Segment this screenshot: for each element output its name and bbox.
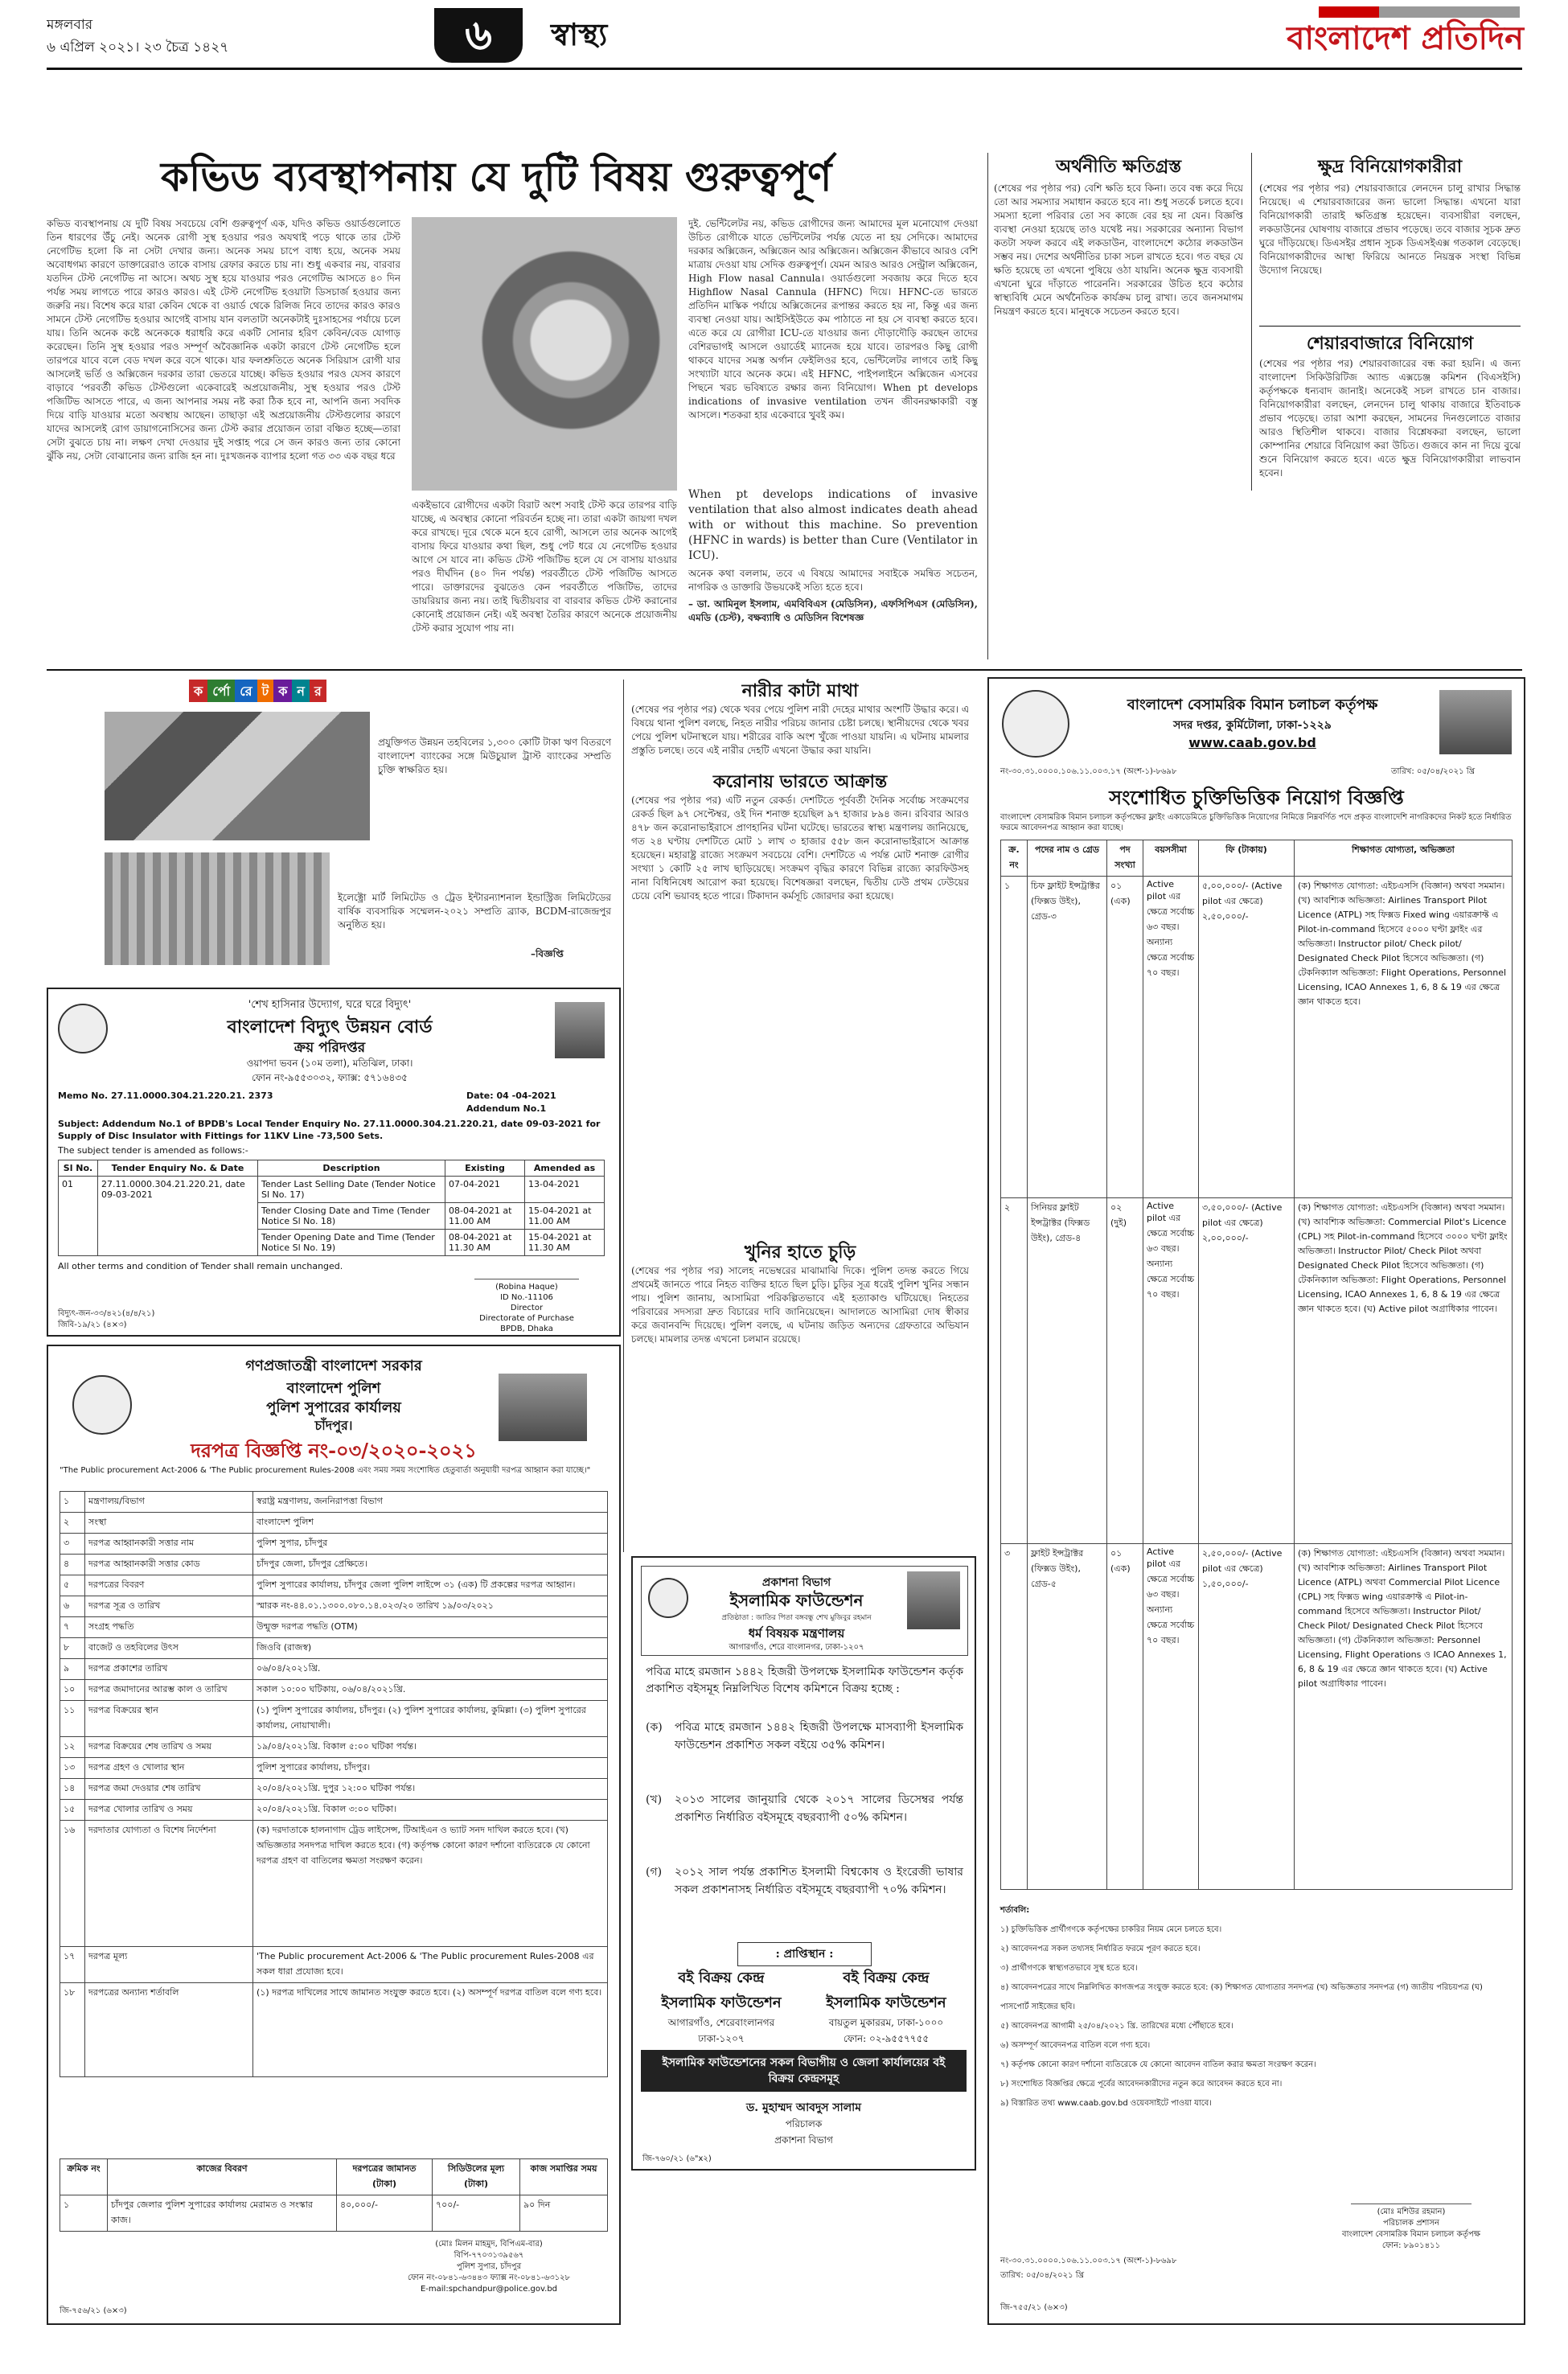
if-banner: ইসলামিক ফাউন্ডেশনের সকল বিভাগীয় ও জেলা কার্যালয়ের বই বিক্রয় কেন্দ্রসমূহ [641,2050,967,2092]
police-row-value: পুলিশ সুপারের কার্যালয়, চাঁদপুর জেলা পুলিশ লাইন্সে ৩১ (এক) টি প্রকল্পের দরপত্র আহ্বান। [253,1575,608,1596]
caab-date: তারিখ: ০৫/০৪/২০২১ খ্রি [1391,767,1476,776]
oxygen-cylinder-photo [412,217,677,491]
table-row [60,1758,608,1779]
caab-r2-qual: (ক) শিক্ষাগত যোগ্যতা: এইচএসসি (বিজ্ঞান) অথবা সমমান। (খ) আবশ্যিক অভিজ্ঞতা: Commercial Pilot's Licence (CPL) সহ Pilot-in-command হিসেবে ৩০০০ ঘণ্টা ফ্লাইং অভিজ্ঞতা। Instructor Pilot/ Check Pilot অথবা Designated Check Pilot হিসেবে অভিজ্ঞতা। (গ) টেকনিক্যাল অভিজ্ঞতা: Flight Operations, Personnel Licensing, ICAO Annexes 1, 6, 8 & 19 এর ক্ষেত্রে জ্ঞান থাকতে হবে। (ঘ) Active pilot অগ্রাধিকার পাবেন। [1295,1198,1513,1544]
police-row-label: দরপত্র আহ্বানকারী সত্তার কোড [85,1555,253,1575]
police-row-sl: ৪ [60,1555,85,1575]
police-row-value: (১) দরপত্র দাখিলের সাথে জামানত সংযুক্ত করতে হবে। (২) অসম্পূর্ণ দরপত্র বাতিল বলে গণ্য হবে। [253,1983,608,2077]
page-number: ৬ [465,11,492,60]
caab-footer: জি-৭৫৫/২১ (৬×৩) [1000,2303,1068,2312]
if-c2-org: ইসলামিক ফাউন্ডেশন [826,1994,946,2011]
if-address: আগারগাঁও, শেরে বাংলানগর, ঢাকা-১২০৭ [729,1643,864,1652]
corp-letter-6: ন [292,680,310,702]
table-row [60,1492,608,1513]
police-row-value: পুলিশ সুপারের কার্যালয়, চাঁদপুর। [253,1758,608,1779]
arthaniti-body: (শেষের পর পৃষ্ঠার পর) বেশি ক্ষতি হবে কিনা। তবে বন্ধ করে দিয়ে তো আর সমস্যার সমাধান করতে হবে না। শুধু সতর্কে চলতে হবে। সমস্যা হলো পরিবার তো সব কাজে বের হয় না যেন। বিজ্ঞপ্তি ব্যবস্থা নেওয়া হয়েছে তাও যথেষ্ট নয়। সরকারের অন্যান্য বিভাগ কতটা সফল করবে এই লকডাউন, বাংলাদেশে কঠোর লকডাউন সম্ভব নয়। দেশের অর্থনীতির চাকা সচল রাখতে হবে। গত বছর যে ক্ষতি হয়েছে তা এখনো পুষিয়ে ওঠা যায়নি। অনেক ক্ষুদ্র ব্যবসায়ী এখনো ঘুরে দাঁড়াতে পারেননি। সরকারের উচিত হবে কঠোর স্বাস্থ্যবিধি মেনে অর্থনৈতিক কার্যক্রম চালু রাখা। তবে জনসমাগম নিয়ন্ত্রণ করতে হবে। মানুষকে সচেতন করতে হবে। [994,183,1243,317]
police-row-value: ০৬/০৪/২০২১খ্রি. [253,1659,608,1680]
table-row [60,1575,608,1596]
main-article-col3-body: দুই. ভেন্টিলেটর নয়, কভিড রোগীদের জন্য আমাদের মূল মনোযোগ দেওয়া উচিত রোগীকে যাতে ভেন্টিলেটর পর্যন্ত যেতে না হয় সেদিকে। আমাদের দরকার অক্সিজেন, অক্সিজেন আর অক্সিজেন। অক্সিজেন কীভাবে আরও বেশি মাত্রায় দেওয়া যায় সেদিক গুরুত্বপূর্ণ। যেমন আরও আরও সেন্ট্রাল অক্সিজেন, High Flow nasal Cannula। ওয়ার্ডগুলো সবজায় করে দিতে হবে Highflow Nasal Cannula (HFNC) দিয়ে। HFNC-তে ভারতে প্রতিদিন মাস্কিক পর্যায়ে অক্সিজেনের রূপান্তর করতে হয় না, কিন্তু এর জন্য ব্যবস্থা নেওয়া যায়। আইসিইউতে কম পাঠাতে না হয় সে ব্যবস্থা করতে হবে। এতে করে যে রোগীরা ICU-তে যাওয়ার জন্য দৌড়াদৌড়ি করছেন তাদের বেশিরভাগই আসলে ওয়ার্ডেই ম্যানেজ হয়ে যাবে। তারপরও কিছু রোগী থাকবে যাদের সমস্ত অর্গান ফেইলিওর হবে, ভেন্টিলেটর লাগবে তাই কিছু সংখ্যাটা যাবে অনেক কমে। এই HFNC, পাইপলাইনে অক্সিজেন এসবের পিছনে খরচ ভবিষ্যতে রক্ষার জন্য বিনিয়োগ। When pt develops indications of invasive ventilation তখন জীবনরক্ষাকারী বস্তু আসলে। শতকরা হার একেবারে খুবই কম। [688,218,978,421]
police-row-value: জিওবি (রাজস্ব) [253,1638,608,1659]
caab-th-post: পদের নাম ও গ্রেড [1028,840,1107,877]
if-item-b [646,1791,963,1826]
caab-logo [1002,690,1069,758]
police-row-sl: ১৪ [60,1779,85,1800]
bpdb-row3-desc: Tender Opening Date and Time (Tender Notice Sl No. 19) [258,1230,445,1256]
police-row-sl: ১৮ [60,1983,85,2077]
caab-mujib-portrait [1439,690,1512,754]
police-sum-cell-5: ৯০ দিন [520,2195,608,2232]
caab-post-table [1000,840,1513,1890]
caab-condition-4: ৪) আবেদনপত্রের সাথে নিম্নলিখিত কাগজপত্র সংযুক্ত করতে হবে: (ক) শিক্ষাগত যোগ্যতার সনদপত্র (খ) অভিজ্ঞতার সনদপত্র (গ) জাতীয় পরিচয়পত্র (ঘ) পাসপোর্ট সাইজের ছবি। [1000,1983,1483,2011]
police-row-label: দরপত্রের বিবরণ [85,1575,253,1596]
if-c1-title: বই বিক্রয় কেন্দ্র [678,1969,765,1986]
police-sign-phone: ফোন নং-০৮৪১-৬৩৪৪৩ ফ্যাক্স নং-০৮৪১-৬৩১২৮ [407,2273,571,2282]
police-row-label: দরদাতার যোগ্যতা ও বিশেষ নির্দেশনা [85,1821,253,1947]
corona-body: (শেষের পর পৃষ্ঠার পর) এটি নতুন রেকর্ড। দেশটিতে পূর্ববর্তী দৈনিক সর্বোচ্চ সংক্রমণের রেকর্ড ছিল ৯৭ সেপ্টেম্বর, ওই দিন শনাক্ত হয়েছিল ৯৭ হাজার ৮৯৪ জন। রবিবার আরও ৪৭৮ জন করোনাভাইরাসে প্রাণহানির ঘটনা ঘটেছে। ভারতের স্বাস্থ্য মন্ত্রণালয় জানিয়েছে, গত ২৪ ঘণ্টায় দেশটিতে মোট ১ লাখ ৩ হাজার ৫৫৮ জন করোনাভাইরাসে আক্রান্ত হয়েছেন। মহারাষ্ট্র রাজ্যে সংক্রমণ সবচেয়ে বেশি। দেশটিতে এ পর্যন্ত মোট শনাক্ত রোগীর সংখ্যা ১ কোটি ২৫ লাখ ছাড়িয়েছে। সংক্রমণ বৃদ্ধির কারণে বিভিন্ন রাজ্যে কারফিউসহ নানা বিধিনিষেধ আরোপ করা হয়েছে। বিশেষজ্ঞরা বলছেন, দ্বিতীয় ঢেউ প্রথম ঢেউয়ের চেয়ে বেশি ভয়াবহ হতে পারে। টিকাদান কর্মসূচি জোরদার করা হয়েছে। [631,795,969,902]
bpdb-memo: Memo No. 27.11.0000.304.21.220.21. 2373 [58,1090,273,1101]
table-row [60,2195,608,2232]
police-signature [370,2239,608,2295]
bpdb-subject: Subject: Addendum No.1 of BPDB's Local Tender Enquiry No. 27.11.0000.304.21.220.21, date 09-03-2021 for Supply of Disc Insulator with Fittings for 11KV Line -73,500 Sets. [58,1119,601,1141]
table-row [60,1534,608,1555]
table-row [60,1821,608,1947]
caab-th-qual: শিক্ষাগত যোগ্যতা, অভিজ্ঞতা [1295,840,1513,877]
khuni-title: খুনির হাতে চুড়ি [744,1242,856,1263]
police-title: দরপত্র বিজ্ঞপ্তি নং-০৩/২০২০-২০২১ [191,1439,477,1462]
signature-scribble [1351,2191,1472,2204]
police-sum-cell-2: চাঁদপুর জেলার পুলিশ সুপারের কার্যালয় মেরামত ও সংস্কার কাজ। [108,2195,337,2232]
police-row-value: চাঁদপুর জেলা, চাঁদপুর প্রেক্ষিতে। [253,1555,608,1575]
caab-th-age: বয়সসীমা [1143,840,1199,877]
page-number-badge [434,8,523,63]
caab-r3-count: ০১ (এক) [1107,1544,1143,1890]
main-article-col3 [688,217,978,663]
table-row [60,1513,608,1534]
khuni-body: (শেষের পর পৃষ্ঠার পর) সালেহ নভেম্বরের মাঝামাঝি দিকে। পুলিশ তদন্ত করতে গিয়ে প্রথমেই জানতে পারে নিহত ব্যক্তির হাতে ছিল চুড়ি। চুড়ির সূত্র ধরেই পুলিশ খুনির সন্ধান পায়। পুলিশ জানায়, আসামিরা পরিকল্পিতভাবে এই হত্যাকাণ্ড ঘটিয়েছে। নিহতের পরিবারের সদস্যরা দ্রুত বিচারের দাবি জানিয়েছেন। আদালতে আসামিরা দোষ স্বীকার করে জবানবন্দি দিয়েছে। পুলিশ বলছে, এ ঘটনায় জড়িত অন্যদের গ্রেফতারে অভিযান চলছে। মামলার তদন্ত এখনো চলমান রয়েছে। [631,1265,969,1345]
police-sign-id: বিপি-৭৭০৩১৩৯৫৬৭ [454,2251,524,2260]
if-signer-title: পরিচালক [785,2118,823,2130]
if-mujib-portrait [907,1571,960,1629]
if-signer [641,2098,967,2150]
bpdb-row1-existing: 07-04-2021 [445,1177,525,1203]
police-row-sl: ৫ [60,1575,85,1596]
bpdb-signer-id: ID No.-11106 [500,1293,553,1302]
bpdb-row2-desc: Tender Closing Date and Time (Tender Notice Sl No. 18) [258,1203,445,1230]
bpdb-amended-note: The subject tender is amended as follows:- [58,1145,248,1156]
table-row [60,1680,608,1701]
if-item-a [646,1719,963,1754]
police-office: পুলিশ সুপারের কার্যালয় [266,1399,401,1416]
if-footer: জি-৭৬০/২১ (৬"x২) [642,2154,712,2163]
police-summary-table [60,2158,608,2232]
corp-letter-4: ট [257,680,274,702]
if-item-b-label: (খ) [646,1793,663,1806]
divider-mid-left [623,680,624,1552]
caab-r2-post: সিনিয়র ফ্লাইট ইন্সট্রাক্টর (ফিক্সড উইং), গ্রেড-৪ [1028,1198,1107,1544]
if-item-c-text: ২০১২ সাল পর্যন্ত প্রকাশিত ইসলামী বিশ্বকোষ ও ইংরেজী ভাষার সকল প্রকাশনাসহ নির্ধারিত বইসমূহে বছরব্যাপী ৭০% কমিশন। [675,1866,963,1896]
bpdb-th-enquiry: Tender Enquiry No. & Date [98,1160,258,1177]
police-tender-table [60,1491,608,2077]
bpdb-row-sl: 01 [59,1177,98,1256]
police-row-label: দরপত্র বিক্রয়ের শেষ তারিখ ও সময় [85,1737,253,1758]
caab-condition-6: ৬) অসম্পূর্ণ আবেদনপত্র বাতিল বলে গণ্য হবে। [1000,2041,1151,2050]
police-row-value: (১) পুলিশ সুপারের কার্যালয়, চাঁদপুর। (২) পুলিশ সুপারের কার্যালয়, কুমিল্লা। (৩) পুলিশ সুপারের কার্যালয়, নোয়াখালী। [253,1701,608,1737]
if-item-c [646,1863,963,1899]
bpdb-phone: ফোন নং-৯৫৫৩০৩২, ফ্যাক্স: ৫৭১৬৪৩৫ [252,1072,408,1083]
police-sum-th-5: কাজ সমাপ্তির সময় [520,2159,608,2195]
if-intro: পবিত্র মাহে রমজান ১৪৪২ হিজরী উপলক্ষে ইসলামিক ফাউন্ডেশন কর্তৃক প্রকাশিত বইসমূহ নিম্নলিখিত বিশেষ কমিশনে বিক্রয় হচ্ছে : [646,1665,963,1695]
police-sum-th-3: দরপত্রের জামানত (টাকা) [337,2159,433,2195]
table-row [60,1638,608,1659]
corp-letter-7: র [310,680,326,702]
if-logo [648,1578,688,1618]
table-row [60,1800,608,1821]
police-row-value: বাংলাদেশ পুলিশ [253,1513,608,1534]
bpdb-title: বাংলাদেশ বিদ্যুৎ উন্নয়ন বোর্ড [227,1017,433,1037]
if-item-c-label: (গ) [646,1866,663,1879]
caab-conditions [1000,1901,1513,2113]
caab-condition-7: ৭) কর্তৃপক্ষ কোনো কারণ দর্শানো ব্যতিরেকে যে কোনো আবেদন বাতিল করার ক্ষমতা সংরক্ষণ করেন। [1000,2060,1316,2069]
police-row-sl: ১১ [60,1701,85,1737]
caab-r2-fee: ৩,৫০,০০০/- (Active pilot এর ক্ষেত্রে) ২,০০,০০০/- [1199,1198,1295,1544]
bpdb-row3-existing: 08-04-2021 at 11.30 AM [445,1230,525,1256]
table-row [60,1779,608,1800]
caab-conditions-title: শর্তাবলি: [1000,1906,1030,1915]
police-sum-th-2: কাজের বিবরণ [108,2159,337,2195]
brand-tagline-bar [1319,6,1520,18]
bpdb-signer-title: Director [510,1304,544,1312]
divider-right-column [987,153,988,659]
police-row-value: ২০/০৪/২০২১খ্রি. বিকাল ৩:০০ ঘটিকা। [253,1800,608,1821]
if-dept: প্রকাশনা বিভাগ [761,1576,831,1589]
police-row-value: 'The Public procurement Act-2006 & 'The Public procurement Rules-2008 এর সকল ধারা প্রযোজ্য হবে। [253,1947,608,1983]
police-intro: "The Public procurement Act-2006 & 'The Public procurement Rules-2008 এবং সময় সময় সংশোধিত হেতুবার্তা অনুযায়ী দরপত্র আহ্বান করা যাচ্ছে।" [60,1466,591,1475]
main-article-author: – ডা. আমিনুল ইসলাম, এমবিবিএস (মেডিসিন), এফসিপিএস (মেডিসিন), এমডি (চেস্ট), বক্ষব্যাধি ও মেডিসিন বিশেষজ্ঞ [688,598,978,623]
table-row [60,1737,608,1758]
police-place: চাঁদপুর। [314,1418,353,1433]
corp-letter-3: রে [235,680,257,702]
bpdb-signer-office: Directorate of Purchase [479,1314,574,1323]
rule-khudro [1259,326,1521,327]
caab-r3-fee: ২,৫০,০০০/- (Active pilot এর ক্ষেত্রে) ১,৫০,০০০/- [1199,1544,1295,1890]
bpdb-row3-amended: 15-04-2021 at 11.30 AM [525,1230,605,1256]
police-row-sl: ১ [60,1492,85,1513]
table-row [60,1983,608,2077]
caab-r1-count: ০১ (এক) [1107,877,1143,1198]
police-row-value: (ক) দরদাতাকে হালনাগাদ ট্রেড লাইসেন্স, টিআইএন ও ভ্যাট সনদ দাখিল করতে হবে। (খ) অভিজ্ঞতার সনদপত্র দাখিল করতে হবে। (গ) কর্তৃপক্ষ কোনো কারণ দর্শানো ব্যতিরেকে যে কোনো দরপত্র গ্রহণ বা বাতিলের ক্ষমতা সংরক্ষণ করেন। [253,1821,608,1947]
if-c1-addr: আগারগাঁও, শেরেবাংলানগর [667,2017,775,2028]
caab-address: সদর দপ্তর, কুর্মিটোলা, ঢাকা-১২২৯ [1173,719,1332,732]
caab-website[interactable]: www.caab.gov.bd [1188,735,1316,750]
if-founder: প্রতিষ্ঠাতা : জাতির পিতা বঙ্গবন্ধু শেখ মুজিবুর রহমান [721,1614,872,1622]
bpdb-th-sl: Sl No. [59,1160,98,1177]
table-row [1001,877,1513,1198]
caab-r3-age: Active pilot এর ক্ষেত্রে সর্বোচ্চ ৬৩ বছর। অন্যান্য ক্ষেত্রে সর্বোচ্চ ৭০ বছর। [1143,1544,1199,1890]
bpdb-row-enquiry: 27.11.0000.304.21.220.21, date 09-03-2021 [98,1177,258,1256]
caab-r1-age: Active pilot এর ক্ষেত্রে সর্বোচ্চ ৬৩ বছর। অন্যান্য ক্ষেত্রে সর্বোচ্চ ৭০ বছর। [1143,877,1199,1198]
police-row-label: দরপত্র বিক্রয়ের স্থান [85,1701,253,1737]
rule-under-articles [47,669,1522,671]
police-sum-th-1: ক্রমিক নং [60,2159,108,2195]
caab-title: বাংলাদেশ বেসামরিক বিমান চলাচল কর্তৃপক্ষ [1127,696,1378,713]
police-row-value: ২০/০৪/২০২১খ্রি. দুপুর ১২:০০ ঘটিকা পর্যন্ত। [253,1779,608,1800]
bpdb-address: ওয়াপদা ভবন (১০ম তলা), মতিঝিল, ঢাকা। [246,1058,413,1069]
if-c2-phone: ফোন: ০২-৯৫৫৭৭৫৫ [843,2033,930,2044]
bpdb-amendment-table [58,1160,605,1256]
police-row-label: দরপত্রের অন্যান্য শর্তাবলি [85,1983,253,2077]
bpdb-footer-1: বিদ্যুৎ-জন-৩৩/৪২১(৪/৪/২১) [58,1309,155,1318]
if-c2-title: বই বিক্রয় কেন্দ্র [843,1969,930,1986]
caab-sign-title: পরিচালক প্রশাসন [1383,2219,1439,2228]
police-row-sl: ১২ [60,1737,85,1758]
police-row-sl: ১০ [60,1680,85,1701]
police-gov: গণপ্রজাতন্ত্রী বাংলাদেশ সরকার [245,1357,422,1374]
police-sum-cell-4: ৭০০/- [433,2195,520,2232]
if-org: ইসলামিক ফাউন্ডেশন [729,1591,864,1610]
arthaniti-title: অর্থনীতি ক্ষতিগ্রস্ত [1055,156,1182,177]
police-row-label: দরপত্র গ্রহণ ও খোলার স্থান [85,1758,253,1779]
bpdb-row2-amended: 15-04-2021 at 11.00 AM [525,1203,605,1230]
police-row-value: পুলিশ সুপার, চাঁদপুর [253,1534,608,1555]
table-row [60,1596,608,1617]
police-row-sl: ২ [60,1513,85,1534]
if-item-a-label: (ক) [646,1721,663,1734]
bpdb-signer-name: (Robina Haque) [495,1283,558,1292]
main-article-col2: একইভাবে রোগীদের একটা বিরাট অংশ সবাই টেস্ট করে তারপর বাড়ি যাচ্ছে, এ অবস্থার কোনো পরিবর্তন হচ্ছে না। তারা একটা জায়গা দখল করে রাখছে। দূরে থেকে মনে হবে রোগী, আসলে তার অনেক আগেই বাসায় ফিরে যাওয়ার কথা ছিল, শুধু পেট ধরে যে নেগেটিভ হওয়ার আগে সে যাবে না। কভিড টেস্ট পজিটিভ হলে যে সে বাসায় যাওয়ার পরও দীর্ঘদিন (৪০ দিন পর্যন্ত) পরবর্তীতে টেস্ট পজিটিভ আসতে পারে। ডাক্তারদের বুঝতেও কেন পরবর্তীতে পজিটিভ, তাদের ডায়রিয়ার জন্য নয়। তাই দ্বিতীয়বার বা বারবার কভিড টেস্ট করানোর কোনোই প্রয়োজন নেই। এই অবস্থা তৈরির কারণে অনেকে প্রয়োজনীয় টেস্ট করার সুযোগ পায় না। [412,499,677,634]
islamic-foundation-notice [631,1556,976,2171]
table-row [60,1701,608,1737]
main-headline: কভিড ব্যবস্থাপনায় যে দুটি বিষয় গুরুত্বপূর্ণ [161,153,832,200]
if-signer-name: ড. মুহাম্মদ আবদুস সালাম [745,2101,862,2114]
corp-letter-1: ক [189,680,207,702]
divider-khudro [1251,153,1252,491]
caab-th-sl: ক্র. নং [1001,840,1028,877]
caab-th-count: পদ সংখ্যা [1107,840,1143,877]
table-row [1001,1198,1513,1544]
police-row-label: দরপত্র মূল্য [85,1947,253,1983]
police-row-value: স্বরাষ্ট্র মন্ত্রণালয়, জননিরাপত্তা বিভাগ [253,1492,608,1513]
nari-title: নারীর কাটা মাথা [741,680,859,701]
caab-memo: নং-৩০.৩১.০০০০.১০৬.১১.০০৩.১৭ (অংশ-১)-৮৬৯৮ [1000,767,1177,776]
khudro-title: ক্ষুদ্র বিনিয়োগকারীরা [1317,156,1463,177]
if-signer-dept: প্রকাশনা বিভাগ [774,2134,833,2146]
police-row-label: সংস্থা [85,1513,253,1534]
police-row-sl: ৩ [60,1534,85,1555]
police-row-sl: ১৫ [60,1800,85,1821]
caab-r3-post: ফ্লাইট ইন্সট্রাক্টর (ফিক্সড উইং), গ্রেড-৫ [1028,1544,1107,1890]
caab-condition-2: ২) আবেদনপত্র সকল তথ্যসহ নির্ধারিত ফরমে পূরণ করতে হবে। [1000,1945,1201,1953]
police-row-value: স্মারক নং-৪৪.০১.১৩০০.০৮০.১৪.০২৩/২০ তারিখ ১৯/০৩/২০২১ [253,1596,608,1617]
corporate-photo-1 [105,712,370,840]
caab-sign-phone: ফোন: ৮৯০১৪১১ [1381,2241,1441,2250]
police-sum-th-4: সিডিউলের মূল্য (টাকা) [433,2159,520,2195]
if-center-2 [806,1966,967,2048]
if-ministry: ধর্ম বিষয়ক মন্ত্রণালয় [748,1626,845,1641]
corporate-credit: –বিজ্ঞপ্তি [531,948,564,959]
police-row-label: দরপত্র খোলার তারিখ ও সময় [85,1800,253,1821]
police-sum-cell-1: ১ [60,2195,108,2232]
police-sum-cell-3: ৪০,০০০/- [337,2195,433,2232]
police-org: বাংলাদেশ পুলিশ [286,1380,381,1397]
corp-letter-5: ক [273,680,292,702]
caab-r2-sl: ২ [1001,1198,1028,1544]
bpdb-signature [450,1271,603,1334]
police-footer: জি-৭৫৬/২১ (৬×৩) [60,2306,127,2315]
bpdb-row1-desc: Tender Last Selling Date (Tender Notice Sl No. 17) [258,1177,445,1203]
share-body: (শেষের পর পৃষ্ঠার পর) শেয়ারবাজারের বন্ধ করা হয়নি। এ জন্য বাংলাদেশ সিকিউরিটিজ অ্যান্ড এক্সচেঞ্জ কমিশন (বিএসইসি) কর্তৃপক্ষকে ধন্যবাদ জানাই। অনেকেই সচল রাখতে চান বাজার। বিনিয়োগকারীরা বলছেন, লেনদেন চালু থাকায় বাজারে ইতিবাচক প্রভাব পড়েছে। তারা আশা করছেন, সামনের দিনগুলোতে বাজার আরও স্থিতিশীল থাকবে। বাজার বিশ্লেষকরা বলছেন, ভালো কোম্পানির শেয়ারে বিনিয়োগ করা উচিত। গুজবে কান না দিয়ে বুঝে শুনে বিনিয়োগ করতে হবে। এতে ক্ষুদ্র বিনিয়োগকারীরা লাভবান হবেন। [1259,358,1521,478]
if-item-b-text: ২০১৩ সালের জানুয়ারি থেকে ২০১৭ সালের ডিসেম্বর পর্যন্ত প্রকাশিত নির্ধারিত বইসমূহে বছরব্যাপী ৫০% কমিশন। [675,1793,963,1824]
police-row-sl: ৯ [60,1659,85,1680]
bpdb-addendum: Addendum No.1 [466,1103,547,1114]
caab-r1-post: চিফ ফ্লাইট ইন্সট্রাক্টর (ফিক্সড উইং), গ্রেড-৩ [1028,877,1107,1198]
table-row [60,1555,608,1575]
if-center-1 [641,1966,802,2048]
if-prapti: : প্রাপ্তিস্থান : [737,1942,872,1966]
caab-r1-fee: ৫,০০,০০০/- (Active pilot এর ক্ষেত্রে) ২,৫০,০০০/- [1199,877,1295,1198]
caab-condition-8: ৮) সংশোধিত বিজ্ঞপ্তির ক্ষেত্রে পূর্বের আবেদনকারীদের নতুন করে আবেদন করতে হবে না। [1000,2080,1283,2089]
caab-headline: সংশোধিত চুক্তিভিত্তিক নিয়োগ বিজ্ঞপ্তি [1109,786,1404,809]
caab-condition-1: ১) চুক্তিভিত্তিক প্রার্থীগণকে কর্তৃপক্ষের চাকরির নিয়ম মেনে চলতে হবে। [1000,1925,1222,1934]
main-article-col3-end: অনেক কথা বললাম, তবে এ বিষয়ে আমাদের সবাইকে সমন্বিত সচেতন, নাগরিক ও ডাক্তারি উভয়কেই সত্যি হতে হবে। [688,568,978,593]
bpdb-signer-org: BPDB, Dhaka [500,1325,553,1333]
bpdb-slogan: 'শেখ হাসিনার উদ্যোগ, ঘরে ঘরে বিদ্যুৎ' [248,999,412,1011]
bpdb-th-amended: Amended as [525,1160,605,1177]
main-article-col1: কভিড ব্যবস্থাপনায় যে দুটি বিষয় সবচেয়ে বেশি গুরুত্বপূর্ণ এক, যদিও কভিড ওয়ার্ডগুলোতে তিন ধারণের উঁচু নেই। অনেক রোগী সুস্থ হওয়ার পরও অযথাই পড়ে থাকে তার টেস্ট নেগেটিভ হলো কি না সেটা দেখার জন্য। অনেক সময় চাপে বাধ্য হয়ে, অনেক সময় অবোধগম্য কারণে ডাক্তারেরাও তাকে বাসায় রেফার করতে চায় না। শুধু একবার নয়, বারবার যতদিন টেস্ট নেগেটিভ না আসে। অথচ সুস্থ হয়ে যাওয়ার পরও নেগেটিভ আসতে ৪০ দিন পর্যন্ত সময় লাগতে পারে কারও কারও। এই টেস্ট নেগেটিভ হওয়াটা ডিসচার্জ হওয়ার জন্য জরুরি নয়। বিশেষ করে যারা কেবিন থেকে বা ওয়ার্ড থেকে রিলিজ নিবে তাদের কারও কারও সামনে টেস্ট নেগেটিভ হওয়ার আগেই বাসায় যান বলতাটা অনেকটাই দুঃসাহসের পর্যায়ে চলে যায়। তিনি অনেক কষ্টে অনেককে ধরাধরি করে একটি সোনার হরিণ কেবিন/বেড যোগাড় করেছেন। তিনি সুস্থ হওয়ার পরও সম্পূর্ণ অবৈজ্ঞানিক একটা কারণে টেস্ট নেগেটিভ হলে তারপরে যাবে বলে বেড দখল করে বসে থাকে। যার ফলশ্রুতিতে অনেক সিরিয়াস রোগী যার আসলেই ভর্তি ও অক্সিজেন দরকার তারা ভেতরে যাচ্ছে। কভিড হওয়ার পরও যেসব কারণে বাড়াবে ‘পরবর্তী কভিড টেস্টগুলো একেবারেই অপ্রয়োজনীয়, সুস্থ হওয়ার পরও টেস্ট পজিটিভ আসতে পারে, এ জন্য আপনার সময় নষ্ট করা ঠিক হবে না, আপনি জন্য সবদিক দিয়ে বাড়ি যাওয়ার মতো অবস্থায় আছেন। তাছাড়া এই অপ্রয়োজনীয় টেস্টগুলোর কারণে যাদের আসলেই রোগ ডায়াগনোসিসের জন্য টেস্ট করার প্রয়োজন তারা বঞ্চিত হচ্ছে—তারা সেটা বুঝতে চায় না। লক্ষণ দেখা দেওয়ার দুই সপ্তাহ পরে সে জন কারও জন্য তার কোনো ঝুঁকি নয়, সেটা বোঝানোর জন্য রাজি হন না। দুঃখজনক ব্যাপার হলো গত ৩৩ এক বছর ধরে [47,218,400,462]
bpdb-other-terms: All other terms and condition of Tender shall remain unchanged. [58,1261,343,1271]
if-c1-org: ইসলামিক ফাউন্ডেশন [661,1994,782,2011]
table-row [60,1659,608,1680]
if-c1-city: ঢাকা-১২০৭ [698,2033,745,2044]
bpdb-mujib-portrait [555,1002,605,1058]
caab-th-fee: ফি (টাকায়) [1199,840,1295,877]
caab-sign-org: বাংলাদেশ বেসামরিক বিমান চলাচল কর্তৃপক্ষ [1342,2230,1480,2239]
caab-sign-name: (মোঃ মশিউর রহমান) [1377,2208,1446,2216]
table-row [59,1177,605,1203]
table-row [1001,1544,1513,1890]
corp-letter-2: র্পো [207,680,235,702]
caab-condition-5: ৫) আবেদনপত্র আগামী ২৫/০৪/২০২১ খ্রি. তারিখের মধ্যে পৌঁছাতে হবে। [1000,2022,1233,2031]
section-title: স্বাস্থ্য [551,16,608,52]
corona-title: করোনায় ভারতে আক্রান্ত [712,771,888,792]
table-row [60,1947,608,1983]
bpdb-row1-amended: 13-04-2021 [525,1177,605,1203]
caab-r2-age: Active pilot এর ক্ষেত্রে সর্বোচ্চ ৬৩ বছর। অন্যান্য ক্ষেত্রে সর্বোচ্চ ৭০ বছর। [1143,1198,1199,1544]
masthead-day: মঙ্গলবার [47,17,93,33]
share-title: শেয়ারবাজারে বিনিয়োগ [1306,333,1474,354]
caab-condition-9: ৯) বিস্তারিত তথ্য www.caab.gov.bd ওয়েবসাইটে পাওয়া যাবে। [1000,2099,1212,2108]
table-row [60,1617,608,1638]
caab-footer-date: তারিখ: ০৫/০৪/২০২১ খ্রি [1000,2271,1085,2280]
police-row-label: দরপত্র জমাদানের আরম্ভ কাল ও তারিখ [85,1680,253,1701]
bpdb-subtitle: ক্রয় পরিদপ্তর [293,1040,366,1056]
police-row-sl: ৬ [60,1596,85,1617]
caab-intro: বাংলাদেশ বেসামরিক বিমান চলাচল কর্তৃপক্ষের ফ্লাইং একাডেমিতে চুক্তিভিত্তিক নিয়োগের নিমিত্তে নিম্নবর্ণিত পদে প্রকৃত বাংলাদেশি নাগরিকদের নিকট হতে নির্ধারিত ফরমে আবেদনপত্র আহ্বান করা যাচ্ছে। [1000,813,1512,832]
masthead-date: ৬ এপ্রিল ২০২১। ২৩ চৈত্র ১৪২৭ [47,39,229,55]
police-tender-notice [47,1345,621,2325]
caab-r1-sl: ১ [1001,877,1028,1198]
if-header [641,1566,968,1656]
police-row-sl: ৮ [60,1638,85,1659]
signature-scribble [474,1271,579,1279]
bpdb-notice [47,988,621,1337]
corporate-banner [189,680,326,702]
bpdb-logo [58,1004,108,1054]
corporate-item1: প্রযুক্তিগত উন্নয়ন তহবিলের ১,৩০০ কোটি টাকা ঋণ বিতরণে বাংলাদেশ ব্যাংকের সঙ্গে মিউচুয়াল ট্রাস্ট ব্যাংকের সম্প্রতি চুক্তি স্বাক্ষরিত হয়। [378,737,611,775]
brand-logo [1238,6,1524,61]
bpdb-th-desc: Description [258,1160,445,1177]
corporate-photo-2 [105,852,330,965]
police-row-label: সংগ্রহ পদ্ধতি [85,1617,253,1638]
police-row-label: দরপত্র আহ্বানকারী সত্তার নাম [85,1534,253,1555]
caab-notice [987,677,1525,2325]
caab-r2-count: ০২ (দুই) [1107,1198,1143,1544]
corporate-item2: ইলেক্ট্রো মার্ট লিমিটেড ও ট্রেড ইন্টারন্যাশনাল ইন্ডাস্ট্রিজ লিমিটেডের বার্ষিক ব্যবসায়িক সম্মেলন-২০২১ সম্প্রতি ব্র্যাক, BCDM-রাজেন্দ্রপুর অনুষ্ঠিত হয়। [338,892,611,930]
caab-r3-sl: ৩ [1001,1544,1028,1890]
bpdb-date: Date: 04 -04-2021 [466,1090,556,1101]
police-row-value: ১৯/০৪/২০২১খ্রি. বিকাল ৫:০০ ঘটিকা পর্যন্ত। [253,1737,608,1758]
police-row-value: সকাল ১০:০০ ঘটিকায়, ০৬/০৪/২০২১খ্রি. [253,1680,608,1701]
caab-footer-memo: নং-৩০.৩১.০০০০.১০৬.১১.০০৩.১৭ (অংশ-১)-৮৬৯৮ [1000,2257,1177,2265]
caab-condition-3: ৩) প্রার্থীগণকে স্বাস্থ্যগতভাবে সুস্থ হতে হবে। [1000,1964,1138,1973]
police-row-sl: ১৬ [60,1821,85,1947]
police-row-label: দরপত্র জমা দেওয়ার শেষ তারিখ [85,1779,253,1800]
caab-r1-qual: (ক) শিক্ষাগত যোগ্যতা: এইচএসসি (বিজ্ঞান) অথবা সমমান। (খ) আবশ্যিক অভিজ্ঞতা: Airlines Transport Pilot Licence (ATPL) সহ ফিক্সড Fixed wing এয়ারক্রাফ্ট এ Pilot-in-command হিসেবে ৫০০০ ঘণ্টা ফ্লাইং এর অভিজ্ঞতা। Instructor pilot/ Check pilot/ Designated Check Pilot হিসেবে অভিজ্ঞতা। (গ) টেকনিক্যাল অভিজ্ঞতা: Flight Operations, Personnel Licensing, ICAO Annexes 1, 6, 8 & 19 এর ক্ষেত্রে জ্ঞান থাকতে হবে। [1295,877,1513,1198]
police-row-sl: ১৩ [60,1758,85,1779]
police-sign-name: (মোঃ মিলন মাহমুদ, বিপিএম-বার) [435,2240,543,2249]
masthead-rule [47,68,1522,70]
police-row-value: উন্মুক্ত দরপত্র পদ্ধতি (OTM) [253,1617,608,1638]
bpdb-footer-2: জিবি-১৯/২১ (৪×৩) [58,1320,127,1329]
nari-body: (শেষের পর পৃষ্ঠার পর) থেকে খবর পেয়ে পুলিশ নারী দেহের মাথার অংশটি উদ্ধার করে। এ বিষয়ে থানা পুলিশ বলছে, নিহত নারীর পরিচয় জানার চেষ্টা চলছে। স্থানীয়দের থেকে খবর পেয়ে পুলিশ ঘটনাস্থলে যায়। শরীরের বাকি অংশ খুঁজে পাওয়া যায়নি। এ ঘটনায় মামলার প্রস্তুতি চলছে। তবে এই নারীর দেহটি এখনো উদ্ধার করা যায়নি। [631,704,969,756]
police-row-label: দরপত্র প্রকাশের তারিখ [85,1659,253,1680]
police-row-label: বাজেট ও তহবিলের উৎস [85,1638,253,1659]
if-c2-addr: বায়তুল মুকাররম, ঢাকা-১০০০ [828,2017,944,2028]
caab-signature [1311,2191,1512,2252]
police-row-sl: ১৭ [60,1947,85,1983]
police-row-label: মন্ত্রণালয়/বিভাগ [85,1492,253,1513]
caab-r3-qual: (ক) শিক্ষাগত যোগ্যতা: এইচএসসি (বিজ্ঞান) অথবা সমমান। (খ) আবশ্যিক অভিজ্ঞতা: Airlines Transport Pilot Licence (ATPL) অথবা Commercial Pilot Licence (CPL) সহ ফিক্সড wing এয়ারক্রাফ্ট এ Pilot-in-command হিসেবে অভিজ্ঞতা। Instructor Pilot/ Check Pilot/ Designated Check Pilot হিসেবে অভিজ্ঞতা। (গ) টেকনিক্যাল অভিজ্ঞতা: Personnel Licensing, Flight Operations ও ICAO Annexes 1, 6, 8 & 19 এর ক্ষেত্রে জ্ঞান থাকতে হবে। (ঘ) Active pilot অগ্রাধিকার পাবেন। [1295,1544,1513,1890]
main-article-col3-english: When pt develops indications of invasive ventilation that also almost indicates death ahead with or without this machine. So prevention (HFNC in wards) is better than Cure (Ventilator in ICU). [688,488,978,562]
khudro-body: (শেষের পর পৃষ্ঠার পর) শেয়ারবাজারে লেনদেন চালু রাখার সিদ্ধান্ত নিয়েছে। এ শেয়ারবাজারের জন্য ভালো সিদ্ধান্ত। এখনো যারা বিনিয়োগকারী তারাই ক্ষতিগ্রস্ত হয়েছেন। ব্যবসায়ীরা বলছেন, লকডাউনের ঘোষণায় বাজারে প্রভাব পড়েছে। তবে বাজার সূচক দ্রুত ঘুরে দাঁড়িয়েছে। ডিএসইর প্রধান সূচক ডিএসইএক্স গতকাল বেড়েছে। বিনিয়োগকারীদের আস্থা ফিরিয়ে আনতে নিয়ন্ত্রক সংস্থা বিভিন্ন উদ্যোগ নিয়েছে। [1259,183,1521,276]
if-item-a-text: পবিত্র মাহে রমজান ১৪৪২ হিজরী উপলক্ষে মাসব্যাপী ইসলামিক ফাউন্ডেশন প্রকাশিত সকল বইয়ে ৩৫% কমিশন। [675,1721,963,1752]
police-sign-title: পুলিশ সুপার, চাঁদপুর [456,2262,522,2271]
bpdb-row2-existing: 08-04-2021 at 11.00 AM [445,1203,525,1230]
bpdb-th-existing: Existing [445,1160,525,1177]
police-row-label: দরপত্র সূত্র ও তারিখ [85,1596,253,1617]
police-row-sl: ৭ [60,1617,85,1638]
police-sign-email: E-mail:spchandpur@police.gov.bd [420,2285,558,2294]
brand-name: বাংলাদেশ প্রতিদিন [1287,19,1524,57]
